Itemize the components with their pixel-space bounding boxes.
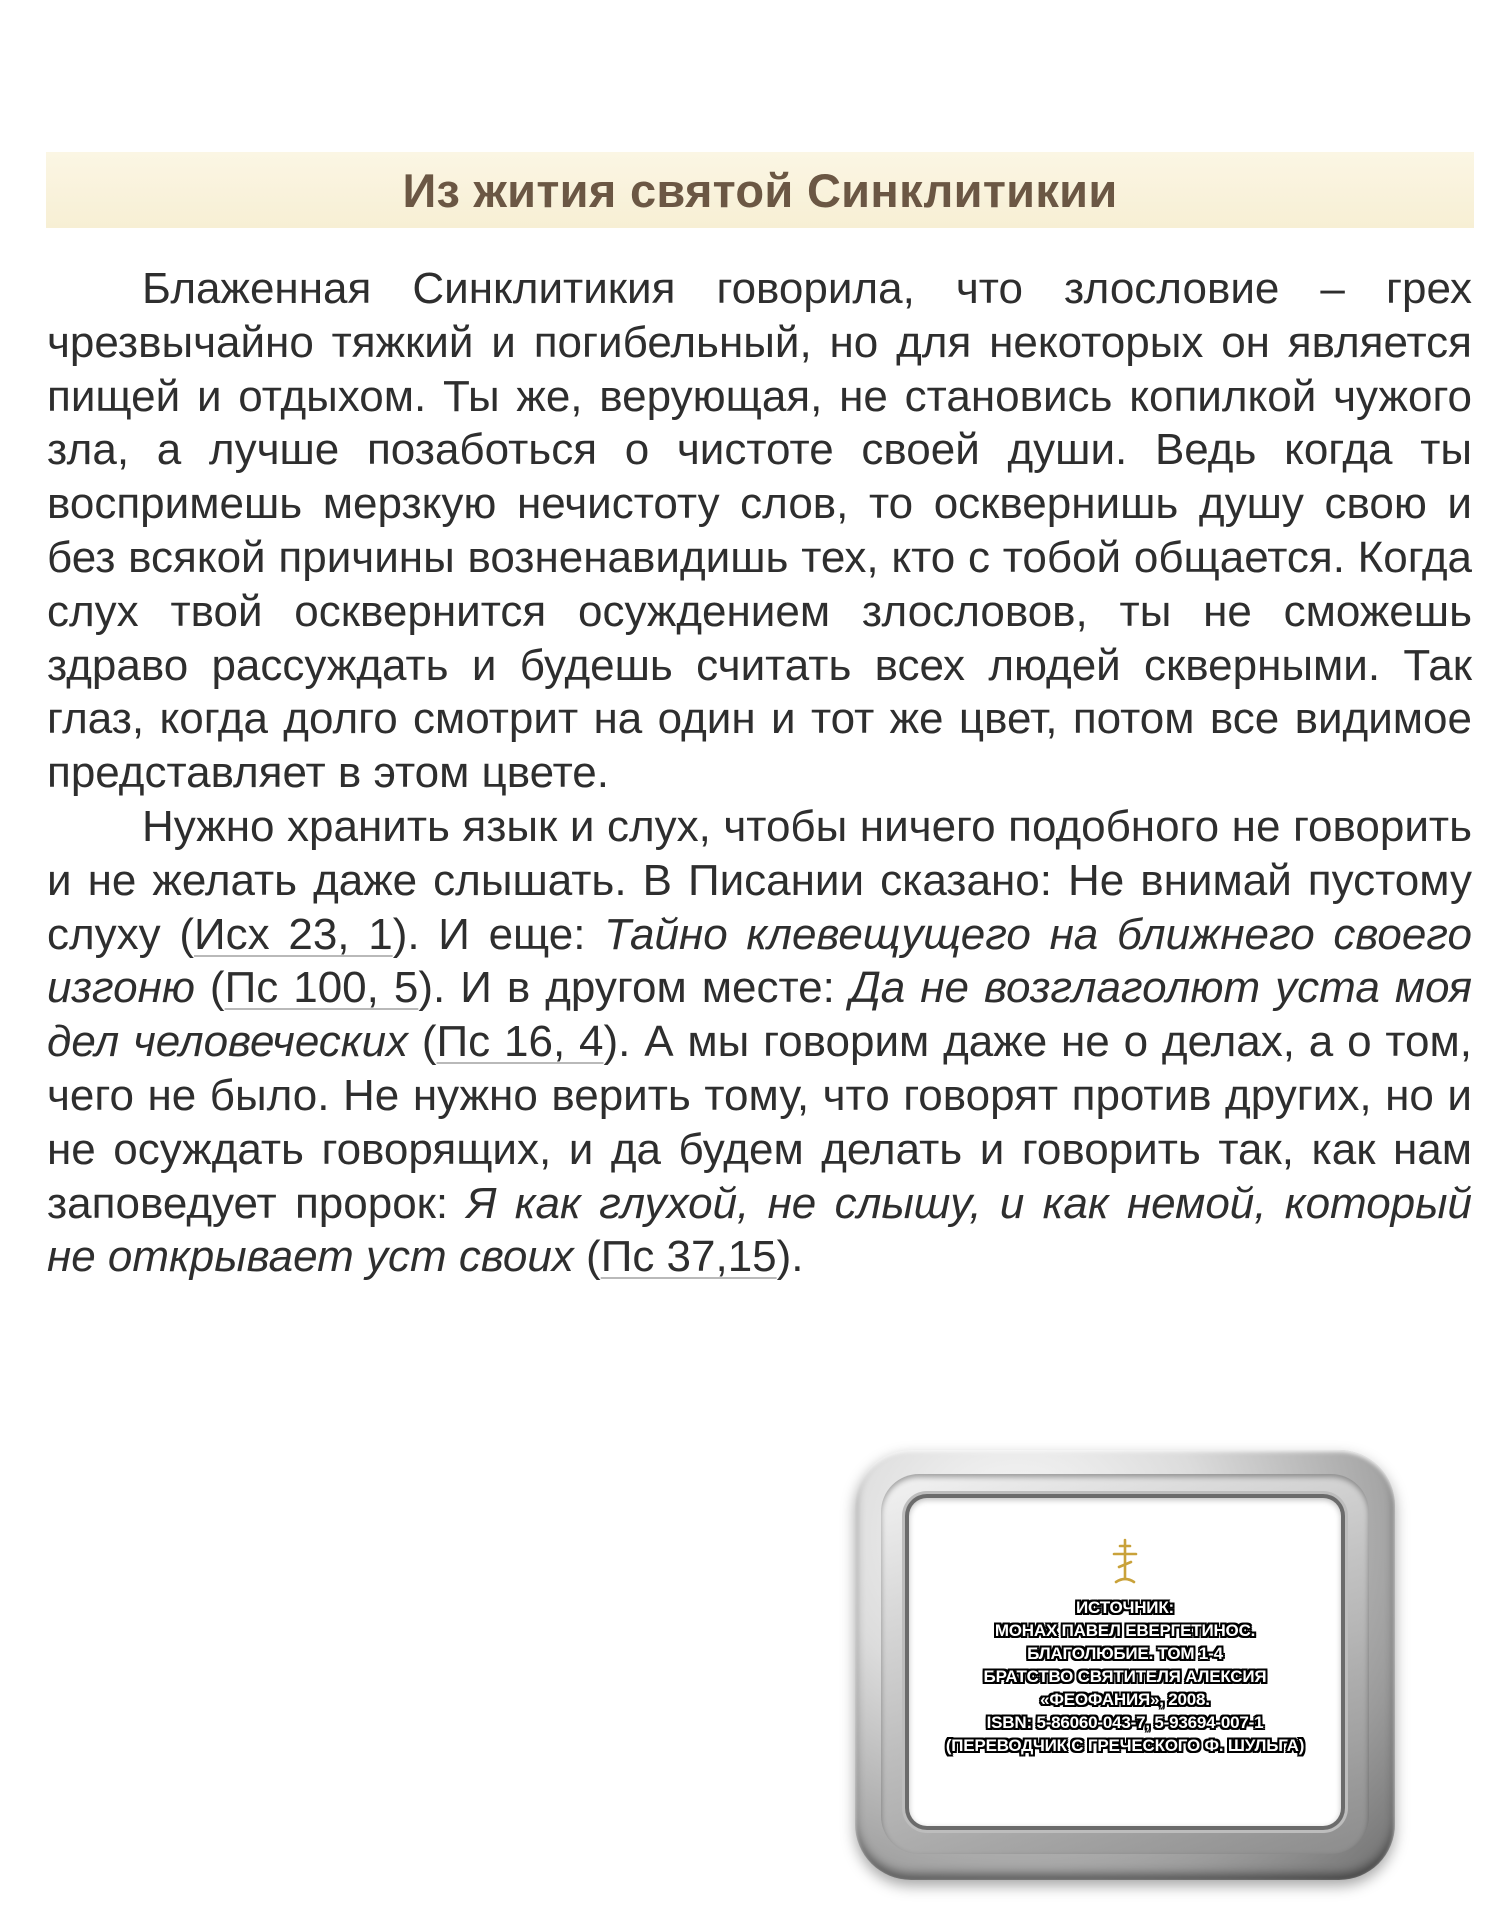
source-panel (909, 1498, 1341, 1826)
scripture-reference-link[interactable]: Пс 37,15 (600, 1232, 777, 1282)
paragraph-2 (47, 800, 1472, 1284)
paragraph-2-text: ( (194, 963, 225, 1013)
scripture-quote: Тайно клевещущего на ближнего своего изгоню (47, 909, 1472, 1013)
source-isbn: ISBN: 5-86060-043-7, 5-93694-007-1 (986, 1713, 1264, 1732)
paragraph-2-text: ). И в другом месте: (418, 963, 850, 1013)
paragraph-2-text: ( (573, 1232, 601, 1282)
source-label: ИСТОЧНИК: (1076, 1598, 1174, 1617)
title-band (46, 152, 1474, 228)
orthodox-cross-icon (1110, 1538, 1140, 1586)
source-frame (855, 1450, 1395, 1880)
scripture-reference-link[interactable]: Пс 100, 5 (224, 963, 419, 1013)
scripture-reference-link[interactable]: Исх 23, 1 (194, 909, 393, 959)
paragraph-2-text: ). А мы говорим даже не о делах, а о том, чего не было. Не нужно верить тому, что говорят против других, но и не осуждать говорящих, и да будем делать и говорить так, как нам заповедует пророк: (47, 1017, 1473, 1228)
scripture-reference-link[interactable]: Пс 16, 4 (436, 1017, 604, 1067)
source-imprint: «ФЕОФАНИЯ», 2008. (1040, 1690, 1210, 1709)
page-title: Из жития святой Синклитикии (402, 163, 1118, 217)
scripture-quote: Да не возглаголют уста моя дел человеческих (47, 963, 1472, 1067)
paragraph-2-text: Нужно хранить язык и слух, чтобы ничего подобного не говорить и не желать даже слышать. В Писании сказано: Не внимай пустому слуху ( (47, 801, 1472, 959)
source-publisher: БРАТСТВО СВЯТИТЕЛЯ АЛЕКСИЯ (983, 1667, 1267, 1686)
paragraph-2-text: ). (776, 1232, 804, 1282)
source-author: МОНАХ ПАВЕЛ ЕВЕРГЕТИНОС. (994, 1621, 1256, 1640)
paragraph-2-text: ( (408, 1017, 437, 1067)
source-translator: (ПЕРЕВОДЧИК С ГРЕЧЕСКОГО Ф. ШУЛЬГА) (945, 1736, 1305, 1755)
article-body (47, 262, 1472, 1284)
paragraph-2-text: ). И еще: (392, 909, 605, 959)
source-book: БЛАГОЛЮБИЕ. ТОМ 1-4 (1027, 1644, 1223, 1663)
scripture-quote: Я как глухой, не слышу, и как немой, который не открывает уст своих (47, 1178, 1472, 1282)
paragraph-1: Блаженная Синклитикия говорила, что злословие – грех чрезвычайно тяжкий и погибельный, но для некоторых он является пищей и отдыхом. Ты же, верующая, не становись копилкой чужого зла, а лучше позаботься о чистоте своей души. Ведь когда ты воспримешь мерзкую нечистоту слов, то осквернишь душу свою и без всякой причины возненавидишь тех, кто с тобой общается. Когда слух твой осквернится осуждением злословов, ты не сможешь здраво рассуждать и будешь считать всех людей скверными. Так глаз, когда долго смотрит на один и тот же цвет, потом все видимое представляет в этом цвете. (47, 264, 1472, 798)
